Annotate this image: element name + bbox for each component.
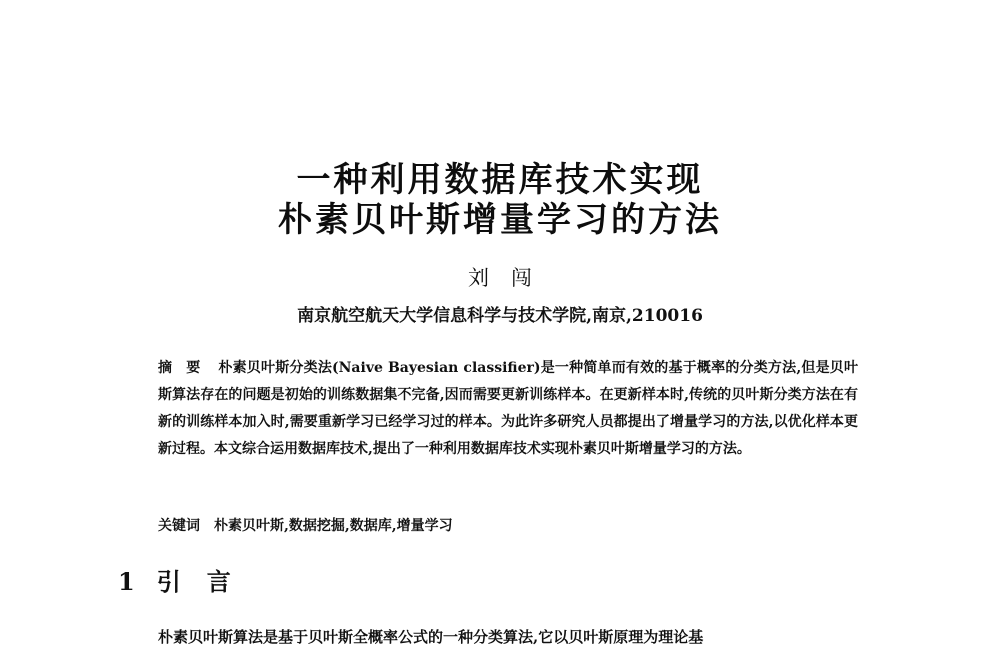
section-number: 1	[118, 567, 135, 596]
author-affiliation: 南京航空航天大学信息科学与技术学院,南京,210016	[297, 306, 703, 326]
title-line-2: 朴素贝叶斯增量学习的方法	[278, 200, 722, 240]
paper-title	[0, 160, 1000, 240]
title-line-1: 一种利用数据库技术实现	[296, 160, 704, 200]
section-title: 引言	[156, 568, 257, 596]
section-heading-introduction	[118, 566, 257, 598]
abstract-label: 摘要	[158, 360, 215, 376]
keywords-label: 关键词	[158, 518, 200, 534]
abstract-paragraph	[158, 355, 858, 463]
keywords-text: 朴素贝叶斯,数据挖掘,数据库,增量学习	[214, 518, 453, 534]
keywords-line	[158, 513, 858, 540]
author-name: 刘闯	[468, 266, 554, 290]
body-text-partial: 朴素贝叶斯算法是基于贝叶斯全概率公式的一种分类算法,它以贝叶斯原理为理论基	[158, 628, 704, 646]
abstract-text: 朴素贝叶斯分类法(Naive Bayesian classifier)是一种简单而有效的基于概率的分类方法,但是贝叶斯算法存在的问题是初始的训练数据集不完备,因而需要更新训练样本。在更新样本时,传统的贝叶斯分类方法在有新的训练样本加入时,需要重新学习已经学习过的样本。为此许多研究人员都提出了增量学习的方法,以优化样本更新过程。本文综合运用数据库技术,提出了一种利用数据库技术实现朴素贝叶斯增量学习的方法。	[158, 360, 859, 457]
